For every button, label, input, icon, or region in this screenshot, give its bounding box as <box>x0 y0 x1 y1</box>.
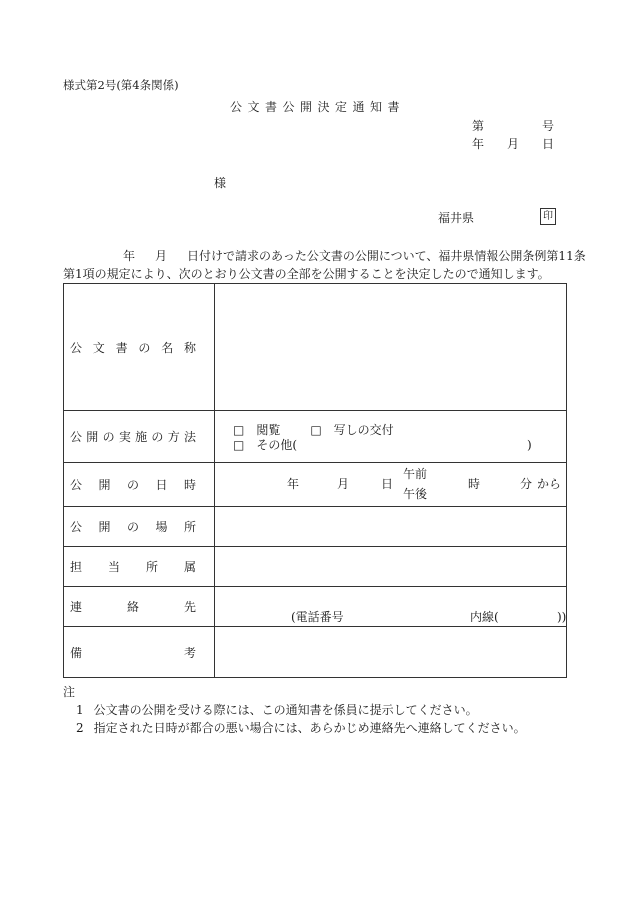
row-label-remarks <box>70 644 196 661</box>
label-char: 所 <box>145 560 158 574</box>
date-month: 月 <box>507 137 520 151</box>
date-day: 日 <box>542 137 555 151</box>
datetime-value-cell <box>215 463 567 507</box>
form-id: 様式第2号(第4条関係) <box>63 78 179 92</box>
row-label-department <box>70 558 196 575</box>
label-char: 開 <box>98 478 111 492</box>
label-char: 方 <box>167 430 180 444</box>
label-char: 連 <box>70 600 83 614</box>
note-item <box>76 704 478 716</box>
note-number: 1 <box>76 703 84 717</box>
label-char: 開 <box>86 430 99 444</box>
table-row <box>64 627 567 678</box>
department-value-cell[interactable] <box>215 547 567 587</box>
label-char: の <box>126 520 139 534</box>
label-char: 書 <box>115 340 128 355</box>
dt-month: 月 <box>337 477 350 491</box>
dt-year: 年 <box>287 477 300 491</box>
label-char: の <box>151 430 164 444</box>
remarks-value-cell[interactable] <box>215 627 567 678</box>
label-char: 法 <box>183 430 196 444</box>
option-view[interactable]: □ 閲覧 <box>233 423 281 437</box>
label-char: 場 <box>155 520 168 534</box>
document-title: 公文書公開決定通知書 <box>230 100 406 114</box>
dt-hour: 時 <box>468 477 481 491</box>
body-year: 年 <box>123 249 136 263</box>
body-line-1 <box>123 250 586 262</box>
label-char: 考 <box>183 645 196 660</box>
table-row <box>64 463 567 507</box>
place-value-cell[interactable] <box>215 507 567 547</box>
label-char: 日 <box>155 478 168 492</box>
label-char: 公 <box>70 430 83 444</box>
label-char: 称 <box>183 340 196 355</box>
dt-from: から <box>537 477 562 491</box>
label-char: 開 <box>98 520 111 534</box>
dt-minute: 分 <box>520 477 533 491</box>
label-char: 公 <box>70 340 83 355</box>
row-label-place <box>70 518 196 535</box>
label-char: 実 <box>118 430 131 444</box>
dt-day: 日 <box>381 477 394 491</box>
label-char: の <box>138 340 151 355</box>
note-text: 公文書の公開を受ける際には、この通知書を係員に提示してください。 <box>93 703 478 717</box>
label-char: の <box>126 478 139 492</box>
body-line1-text: 日付けで請求のあった公文書の公開について、福井県情報公開条例第11条 <box>187 249 586 263</box>
row-label-method <box>70 428 196 445</box>
table-row <box>64 587 567 627</box>
disclosure-form-table <box>63 283 567 678</box>
extension-label: 内線( <box>470 610 499 624</box>
contact-value-cell <box>215 587 567 627</box>
notes-heading: 注 <box>63 685 76 699</box>
number-prefix: 第 <box>472 119 485 133</box>
dt-am[interactable]: 午前 <box>403 467 428 481</box>
label-char: 所 <box>183 520 196 534</box>
row-label-contact <box>70 598 196 615</box>
table-row <box>64 284 567 411</box>
option-copy[interactable]: □ 写しの交付 <box>310 423 394 437</box>
label-char: 担 <box>70 560 83 574</box>
label-char: 当 <box>107 560 120 574</box>
recipient-honorific: 様 <box>214 176 227 190</box>
label-char: 絡 <box>126 600 139 614</box>
dt-pm[interactable]: 午後 <box>403 487 428 501</box>
note-number: 2 <box>76 721 84 735</box>
note-item <box>76 722 526 734</box>
label-char: 公 <box>70 520 83 534</box>
seal-mark: 印 <box>540 208 556 225</box>
option-other-close: ) <box>527 438 532 452</box>
label-char: 備 <box>70 645 83 660</box>
row-label-datetime <box>70 476 196 493</box>
phone-label: (電話番号 <box>291 610 344 624</box>
issuer-name: 福井県 <box>438 211 475 225</box>
label-char: 先 <box>183 600 196 614</box>
label-char: 名 <box>161 340 174 355</box>
body-line-2: 第1項の規定により、次のとおり公文書の全部を公開することを決定したので通知します。 <box>63 267 550 281</box>
label-char: 文 <box>92 340 105 355</box>
table-row <box>64 507 567 547</box>
name-value-cell[interactable] <box>215 284 567 411</box>
table-row <box>64 547 567 587</box>
date-year: 年 <box>472 137 485 151</box>
body-month: 月 <box>155 249 168 263</box>
number-suffix: 号 <box>542 119 555 133</box>
method-value-cell <box>215 411 567 463</box>
label-char: 属 <box>183 560 196 574</box>
contact-close: )) <box>557 610 567 624</box>
option-other[interactable]: □ その他( <box>233 438 298 452</box>
row-label-name <box>70 339 196 356</box>
note-text: 指定された日時が都合の悪い場合には、あらかじめ連絡先へ連絡してください。 <box>93 721 526 735</box>
label-char: 時 <box>183 478 196 492</box>
label-char: 施 <box>135 430 148 444</box>
label-char: の <box>102 430 115 444</box>
table-row <box>64 411 567 463</box>
label-char: 公 <box>70 478 83 492</box>
